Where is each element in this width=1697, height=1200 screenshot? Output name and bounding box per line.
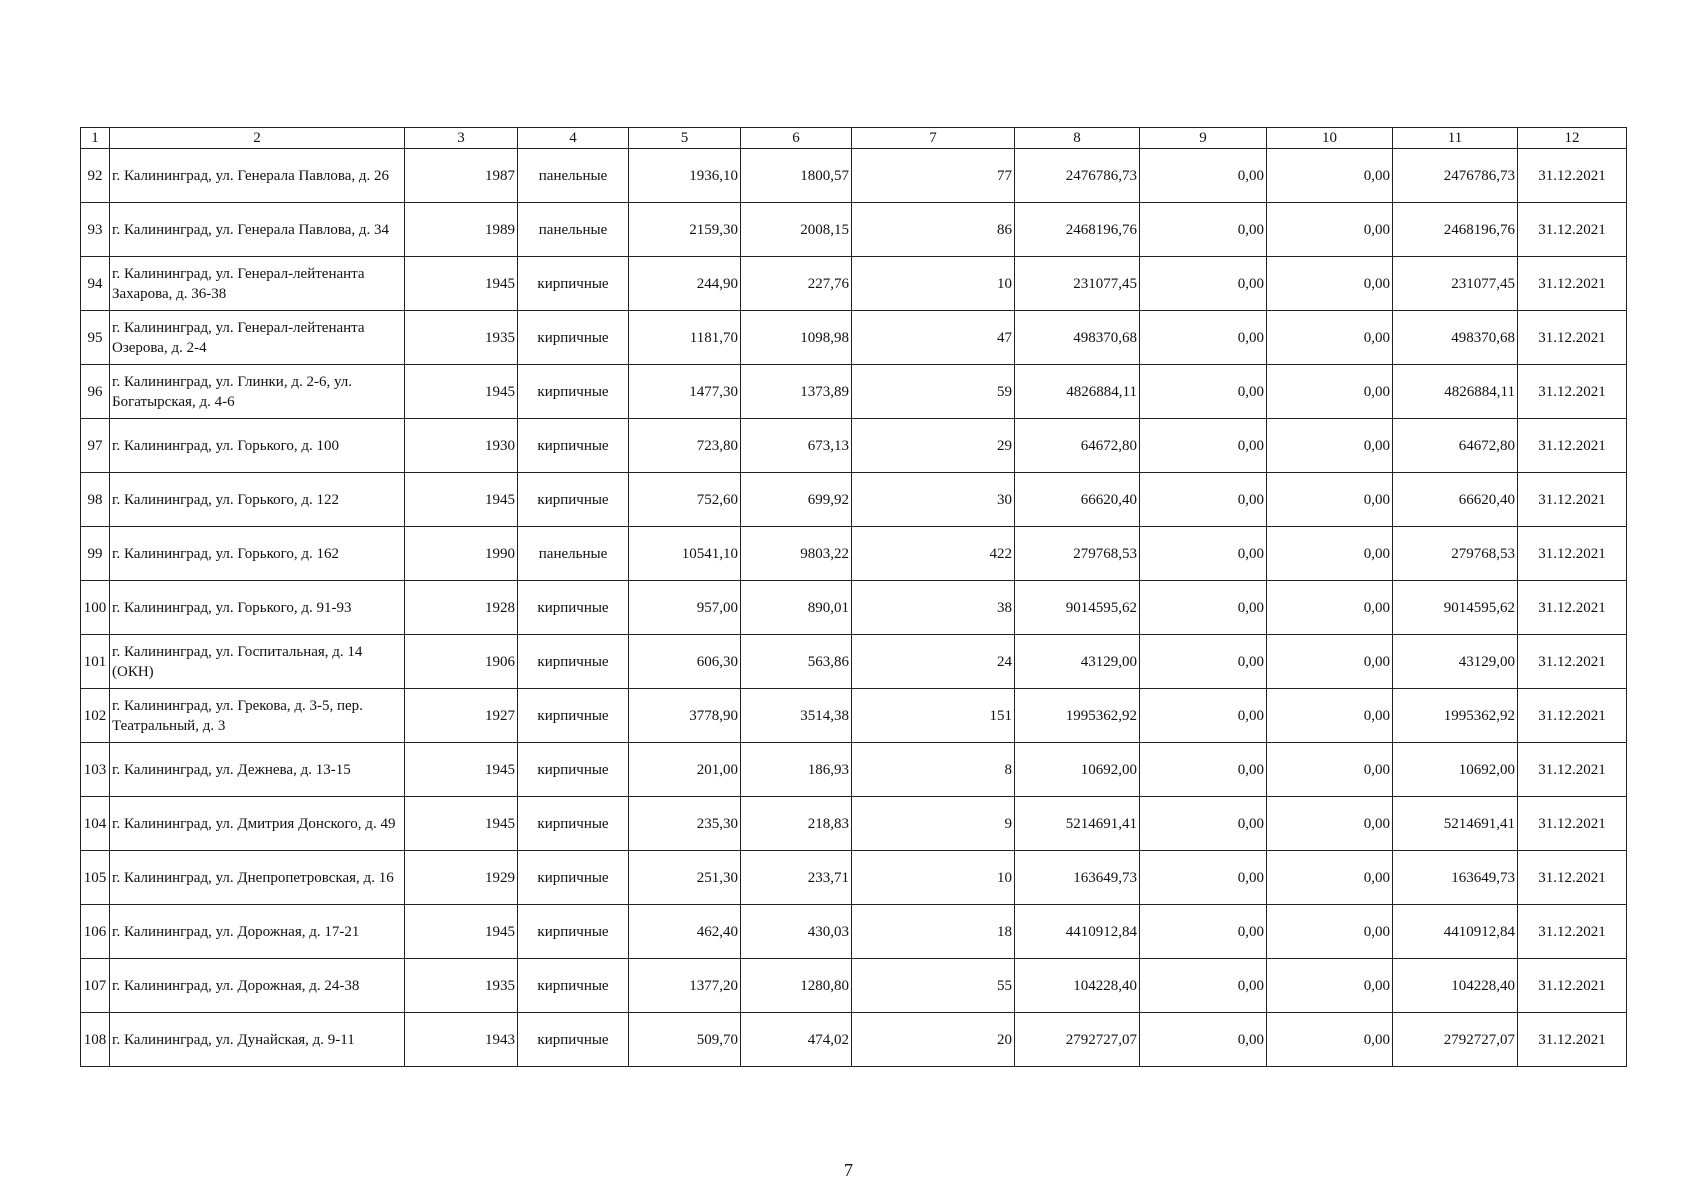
amount-cell: 0,00 <box>1140 743 1267 797</box>
buildings-table <box>80 127 1627 1067</box>
amount-cell: 0,00 <box>1140 905 1267 959</box>
amount-cell: 498370,68 <box>1015 311 1140 365</box>
residents-cell: 24 <box>852 635 1015 689</box>
address-cell: г. Калининград, ул. Горького, д. 162 <box>110 527 405 581</box>
address-cell: г. Калининград, ул. Генерал-лейтенанта Захарова, д. 36-38 <box>110 257 405 311</box>
total-cell: 231077,45 <box>1393 257 1518 311</box>
amount-cell: 64672,80 <box>1015 419 1140 473</box>
column-number-header: 4 <box>518 128 629 149</box>
total-cell: 5214691,41 <box>1393 797 1518 851</box>
table-row <box>81 365 1627 419</box>
amount-cell: 0,00 <box>1267 959 1393 1013</box>
living-area-cell: 563,86 <box>741 635 852 689</box>
amount-cell: 0,00 <box>1140 797 1267 851</box>
table-row <box>81 689 1627 743</box>
material-cell: кирпичные <box>518 365 629 419</box>
total-cell: 9014595,62 <box>1393 581 1518 635</box>
material-cell: кирпичные <box>518 689 629 743</box>
deadline-cell: 31.12.2021 <box>1518 797 1627 851</box>
area-cell: 2159,30 <box>629 203 741 257</box>
row-number-cell: 94 <box>81 257 110 311</box>
amount-cell: 0,00 <box>1267 311 1393 365</box>
address-cell: г. Калининград, ул. Горького, д. 91-93 <box>110 581 405 635</box>
amount-cell: 0,00 <box>1140 959 1267 1013</box>
address-cell: г. Калининград, ул. Дмитрия Донского, д. 49 <box>110 797 405 851</box>
deadline-cell: 31.12.2021 <box>1518 905 1627 959</box>
living-area-cell: 9803,22 <box>741 527 852 581</box>
living-area-cell: 699,92 <box>741 473 852 527</box>
total-cell: 43129,00 <box>1393 635 1518 689</box>
column-number-header: 11 <box>1393 128 1518 149</box>
amount-cell: 2468196,76 <box>1015 203 1140 257</box>
column-number-header: 9 <box>1140 128 1267 149</box>
row-number-cell: 98 <box>81 473 110 527</box>
address-cell: г. Калининград, ул. Горького, д. 100 <box>110 419 405 473</box>
deadline-cell: 31.12.2021 <box>1518 203 1627 257</box>
amount-cell: 0,00 <box>1267 797 1393 851</box>
living-area-cell: 186,93 <box>741 743 852 797</box>
deadline-cell: 31.12.2021 <box>1518 851 1627 905</box>
residents-cell: 77 <box>852 149 1015 203</box>
residents-cell: 10 <box>852 851 1015 905</box>
address-cell: г. Калининград, ул. Генерал-лейтенанта Озерова, д. 2-4 <box>110 311 405 365</box>
area-cell: 235,30 <box>629 797 741 851</box>
table-row <box>81 1013 1627 1067</box>
living-area-cell: 1280,80 <box>741 959 852 1013</box>
material-cell: кирпичные <box>518 959 629 1013</box>
amount-cell: 0,00 <box>1267 743 1393 797</box>
year-cell: 1990 <box>405 527 518 581</box>
column-number-header: 8 <box>1015 128 1140 149</box>
amount-cell: 0,00 <box>1140 1013 1267 1067</box>
residents-cell: 20 <box>852 1013 1015 1067</box>
amount-cell: 0,00 <box>1267 635 1393 689</box>
row-number-cell: 101 <box>81 635 110 689</box>
row-number-cell: 102 <box>81 689 110 743</box>
amount-cell: 0,00 <box>1140 851 1267 905</box>
total-cell: 163649,73 <box>1393 851 1518 905</box>
area-cell: 509,70 <box>629 1013 741 1067</box>
amount-cell: 1995362,92 <box>1015 689 1140 743</box>
amount-cell: 163649,73 <box>1015 851 1140 905</box>
amount-cell: 0,00 <box>1267 905 1393 959</box>
table-row <box>81 959 1627 1013</box>
living-area-cell: 673,13 <box>741 419 852 473</box>
row-number-cell: 93 <box>81 203 110 257</box>
living-area-cell: 1098,98 <box>741 311 852 365</box>
living-area-cell: 474,02 <box>741 1013 852 1067</box>
amount-cell: 4410912,84 <box>1015 905 1140 959</box>
amount-cell: 0,00 <box>1140 473 1267 527</box>
amount-cell: 0,00 <box>1267 203 1393 257</box>
address-cell: г. Калининград, ул. Глинки, д. 2-6, ул. Богатырская, д. 4-6 <box>110 365 405 419</box>
column-number-header: 10 <box>1267 128 1393 149</box>
amount-cell: 0,00 <box>1267 851 1393 905</box>
row-number-cell: 104 <box>81 797 110 851</box>
column-number-header: 5 <box>629 128 741 149</box>
year-cell: 1945 <box>405 743 518 797</box>
table-row <box>81 905 1627 959</box>
year-cell: 1943 <box>405 1013 518 1067</box>
deadline-cell: 31.12.2021 <box>1518 527 1627 581</box>
row-number-cell: 95 <box>81 311 110 365</box>
address-cell: г. Калининград, ул. Горького, д. 122 <box>110 473 405 527</box>
amount-cell: 43129,00 <box>1015 635 1140 689</box>
living-area-cell: 218,83 <box>741 797 852 851</box>
table-row <box>81 419 1627 473</box>
deadline-cell: 31.12.2021 <box>1518 689 1627 743</box>
total-cell: 4826884,11 <box>1393 365 1518 419</box>
living-area-cell: 233,71 <box>741 851 852 905</box>
page-number: 7 <box>844 1160 853 1180</box>
year-cell: 1989 <box>405 203 518 257</box>
amount-cell: 0,00 <box>1267 149 1393 203</box>
deadline-cell: 31.12.2021 <box>1518 635 1627 689</box>
residents-cell: 18 <box>852 905 1015 959</box>
table-row <box>81 851 1627 905</box>
total-cell: 10692,00 <box>1393 743 1518 797</box>
amount-cell: 0,00 <box>1267 689 1393 743</box>
amount-cell: 0,00 <box>1140 149 1267 203</box>
total-cell: 104228,40 <box>1393 959 1518 1013</box>
table-row <box>81 149 1627 203</box>
area-cell: 723,80 <box>629 419 741 473</box>
address-cell: г. Калининград, ул. Дорожная, д. 24-38 <box>110 959 405 1013</box>
living-area-cell: 1373,89 <box>741 365 852 419</box>
year-cell: 1945 <box>405 905 518 959</box>
material-cell: кирпичные <box>518 581 629 635</box>
year-cell: 1935 <box>405 311 518 365</box>
living-area-cell: 890,01 <box>741 581 852 635</box>
address-cell: г. Калининград, ул. Днепропетровская, д. 16 <box>110 851 405 905</box>
material-cell: кирпичные <box>518 851 629 905</box>
area-cell: 10541,10 <box>629 527 741 581</box>
material-cell: кирпичные <box>518 419 629 473</box>
amount-cell: 0,00 <box>1140 527 1267 581</box>
residents-cell: 47 <box>852 311 1015 365</box>
document-table-area <box>80 127 1626 1067</box>
total-cell: 4410912,84 <box>1393 905 1518 959</box>
address-cell: г. Калининград, ул. Дунайская, д. 9-11 <box>110 1013 405 1067</box>
material-cell: панельные <box>518 149 629 203</box>
year-cell: 1945 <box>405 797 518 851</box>
area-cell: 1936,10 <box>629 149 741 203</box>
amount-cell: 0,00 <box>1140 203 1267 257</box>
amount-cell: 2792727,07 <box>1015 1013 1140 1067</box>
table-body <box>81 128 1627 1067</box>
year-cell: 1929 <box>405 851 518 905</box>
residents-cell: 422 <box>852 527 1015 581</box>
column-number-header-row <box>81 128 1627 149</box>
year-cell: 1927 <box>405 689 518 743</box>
amount-cell: 2476786,73 <box>1015 149 1140 203</box>
address-cell: г. Калининград, ул. Генерала Павлова, д. 26 <box>110 149 405 203</box>
area-cell: 251,30 <box>629 851 741 905</box>
material-cell: кирпичные <box>518 797 629 851</box>
column-number-header: 1 <box>81 128 110 149</box>
area-cell: 1377,20 <box>629 959 741 1013</box>
material-cell: кирпичные <box>518 1013 629 1067</box>
material-cell: кирпичные <box>518 743 629 797</box>
total-cell: 64672,80 <box>1393 419 1518 473</box>
row-number-cell: 105 <box>81 851 110 905</box>
total-cell: 2468196,76 <box>1393 203 1518 257</box>
table-row <box>81 635 1627 689</box>
living-area-cell: 2008,15 <box>741 203 852 257</box>
total-cell: 2476786,73 <box>1393 149 1518 203</box>
table-row <box>81 797 1627 851</box>
total-cell: 66620,40 <box>1393 473 1518 527</box>
amount-cell: 0,00 <box>1140 257 1267 311</box>
column-number-header: 3 <box>405 128 518 149</box>
total-cell: 498370,68 <box>1393 311 1518 365</box>
amount-cell: 0,00 <box>1140 311 1267 365</box>
amount-cell: 104228,40 <box>1015 959 1140 1013</box>
deadline-cell: 31.12.2021 <box>1518 959 1627 1013</box>
total-cell: 279768,53 <box>1393 527 1518 581</box>
table-row <box>81 203 1627 257</box>
residents-cell: 59 <box>852 365 1015 419</box>
deadline-cell: 31.12.2021 <box>1518 581 1627 635</box>
deadline-cell: 31.12.2021 <box>1518 419 1627 473</box>
material-cell: панельные <box>518 527 629 581</box>
year-cell: 1945 <box>405 473 518 527</box>
amount-cell: 4826884,11 <box>1015 365 1140 419</box>
row-number-cell: 96 <box>81 365 110 419</box>
year-cell: 1945 <box>405 257 518 311</box>
row-number-cell: 100 <box>81 581 110 635</box>
amount-cell: 66620,40 <box>1015 473 1140 527</box>
table-row <box>81 581 1627 635</box>
material-cell: панельные <box>518 203 629 257</box>
living-area-cell: 227,76 <box>741 257 852 311</box>
area-cell: 1181,70 <box>629 311 741 365</box>
residents-cell: 55 <box>852 959 1015 1013</box>
deadline-cell: 31.12.2021 <box>1518 257 1627 311</box>
column-number-header: 7 <box>852 128 1015 149</box>
table-row <box>81 743 1627 797</box>
material-cell: кирпичные <box>518 473 629 527</box>
address-cell: г. Калининград, ул. Грекова, д. 3-5, пер. Театральный, д. 3 <box>110 689 405 743</box>
amount-cell: 0,00 <box>1267 473 1393 527</box>
deadline-cell: 31.12.2021 <box>1518 311 1627 365</box>
total-cell: 1995362,92 <box>1393 689 1518 743</box>
amount-cell: 0,00 <box>1267 527 1393 581</box>
deadline-cell: 31.12.2021 <box>1518 473 1627 527</box>
table-row <box>81 473 1627 527</box>
amount-cell: 0,00 <box>1267 581 1393 635</box>
area-cell: 3778,90 <box>629 689 741 743</box>
table-row <box>81 257 1627 311</box>
amount-cell: 0,00 <box>1267 365 1393 419</box>
area-cell: 244,90 <box>629 257 741 311</box>
material-cell: кирпичные <box>518 905 629 959</box>
material-cell: кирпичные <box>518 257 629 311</box>
row-number-cell: 108 <box>81 1013 110 1067</box>
row-number-cell: 97 <box>81 419 110 473</box>
residents-cell: 10 <box>852 257 1015 311</box>
amount-cell: 9014595,62 <box>1015 581 1140 635</box>
table-row <box>81 527 1627 581</box>
area-cell: 752,60 <box>629 473 741 527</box>
address-cell: г. Калининград, ул. Дежнева, д. 13-15 <box>110 743 405 797</box>
row-number-cell: 106 <box>81 905 110 959</box>
year-cell: 1928 <box>405 581 518 635</box>
living-area-cell: 1800,57 <box>741 149 852 203</box>
address-cell: г. Калининград, ул. Генерала Павлова, д. 34 <box>110 203 405 257</box>
residents-cell: 151 <box>852 689 1015 743</box>
material-cell: кирпичные <box>518 635 629 689</box>
living-area-cell: 3514,38 <box>741 689 852 743</box>
area-cell: 1477,30 <box>629 365 741 419</box>
residents-cell: 86 <box>852 203 1015 257</box>
amount-cell: 0,00 <box>1140 635 1267 689</box>
material-cell: кирпичные <box>518 311 629 365</box>
area-cell: 606,30 <box>629 635 741 689</box>
amount-cell: 0,00 <box>1140 581 1267 635</box>
amount-cell: 0,00 <box>1267 419 1393 473</box>
column-number-header: 6 <box>741 128 852 149</box>
year-cell: 1906 <box>405 635 518 689</box>
address-cell: г. Калининград, ул. Дорожная, д. 17-21 <box>110 905 405 959</box>
deadline-cell: 31.12.2021 <box>1518 365 1627 419</box>
row-number-cell: 107 <box>81 959 110 1013</box>
total-cell: 2792727,07 <box>1393 1013 1518 1067</box>
year-cell: 1987 <box>405 149 518 203</box>
amount-cell: 0,00 <box>1140 419 1267 473</box>
amount-cell: 0,00 <box>1140 689 1267 743</box>
amount-cell: 10692,00 <box>1015 743 1140 797</box>
year-cell: 1930 <box>405 419 518 473</box>
row-number-cell: 103 <box>81 743 110 797</box>
row-number-cell: 92 <box>81 149 110 203</box>
area-cell: 957,00 <box>629 581 741 635</box>
amount-cell: 231077,45 <box>1015 257 1140 311</box>
year-cell: 1935 <box>405 959 518 1013</box>
residents-cell: 30 <box>852 473 1015 527</box>
column-number-header: 2 <box>110 128 405 149</box>
area-cell: 201,00 <box>629 743 741 797</box>
amount-cell: 5214691,41 <box>1015 797 1140 851</box>
amount-cell: 0,00 <box>1140 365 1267 419</box>
column-number-header: 12 <box>1518 128 1627 149</box>
amount-cell: 0,00 <box>1267 1013 1393 1067</box>
residents-cell: 8 <box>852 743 1015 797</box>
area-cell: 462,40 <box>629 905 741 959</box>
amount-cell: 0,00 <box>1267 257 1393 311</box>
table-row <box>81 311 1627 365</box>
year-cell: 1945 <box>405 365 518 419</box>
residents-cell: 9 <box>852 797 1015 851</box>
residents-cell: 29 <box>852 419 1015 473</box>
living-area-cell: 430,03 <box>741 905 852 959</box>
deadline-cell: 31.12.2021 <box>1518 1013 1627 1067</box>
deadline-cell: 31.12.2021 <box>1518 743 1627 797</box>
row-number-cell: 99 <box>81 527 110 581</box>
deadline-cell: 31.12.2021 <box>1518 149 1627 203</box>
amount-cell: 279768,53 <box>1015 527 1140 581</box>
address-cell: г. Калининград, ул. Госпитальная, д. 14 (ОКН) <box>110 635 405 689</box>
residents-cell: 38 <box>852 581 1015 635</box>
